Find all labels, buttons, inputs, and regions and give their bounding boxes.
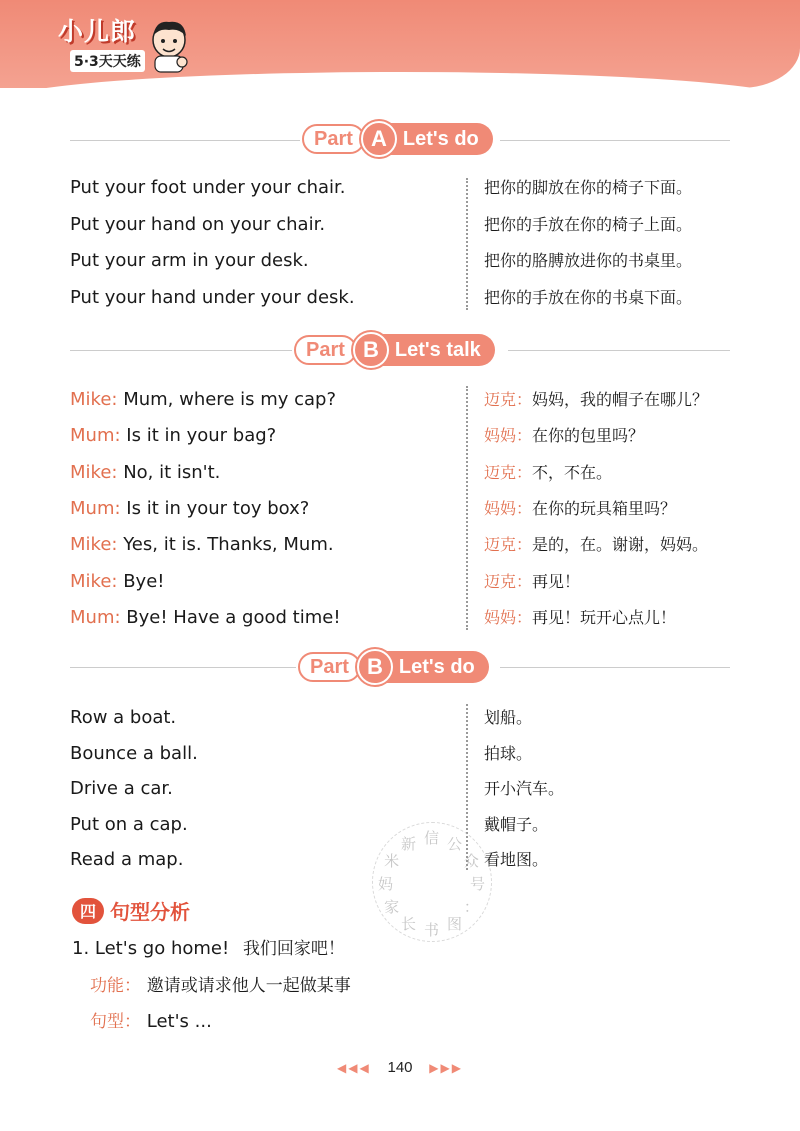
- chinese-line: [484, 494, 676, 524]
- english-line: [70, 246, 309, 276]
- english-line: [70, 385, 336, 415]
- section-title: Let's do: [387, 651, 489, 683]
- english-text: Bounce a ball.: [70, 742, 198, 764]
- text-row: [70, 246, 730, 276]
- english-line: [70, 530, 334, 560]
- chinese-line: [484, 530, 708, 560]
- part-label: Part: [294, 335, 357, 365]
- english-text: Put your foot under your chair.: [70, 177, 346, 198]
- english-text: Row a boat.: [70, 707, 177, 728]
- text-row: [70, 603, 730, 633]
- pattern-line: [90, 1007, 212, 1032]
- english-text: Put your hand under your desk.: [70, 286, 355, 308]
- function-label: 功能：: [90, 976, 141, 996]
- english-line: [70, 173, 346, 203]
- speaker-name-zh: 迈克：: [484, 390, 533, 409]
- english-text: Is it in your toy box?: [126, 497, 310, 519]
- text-row: [70, 494, 730, 524]
- english-line: [70, 421, 276, 451]
- english-text: Put your arm in your desk.: [70, 250, 309, 271]
- page-footer: [0, 1058, 800, 1076]
- chinese-line: [484, 703, 532, 733]
- text-row: [70, 530, 730, 560]
- section-rule: [70, 667, 296, 668]
- speaker-name-zh: 妈妈：: [484, 607, 533, 627]
- chinese-text: 在你的玩具箱里吗？: [532, 498, 677, 518]
- section-title: 句型分析: [110, 900, 190, 924]
- watermark-char: 图: [447, 914, 463, 933]
- chinese-text: 把你的手放在你的椅子上面。: [484, 214, 693, 234]
- part-letter-badge: B: [353, 332, 389, 368]
- watermark-stamp: [372, 822, 492, 942]
- section-rule: [500, 667, 730, 668]
- chinese-text: 不，不在。: [532, 462, 613, 482]
- english-line: [70, 603, 341, 633]
- watermark-char: 公: [447, 835, 463, 854]
- section-rule: [70, 350, 292, 351]
- text-row: [70, 458, 730, 488]
- speaker-name-zh: 迈克：: [484, 535, 533, 555]
- watermark-char: ：: [463, 898, 479, 916]
- chinese-text: 把你的胳膊放进你的书桌里。: [484, 251, 693, 270]
- pattern-text: Let's ...: [146, 1011, 212, 1032]
- text-row: [70, 173, 730, 203]
- watermark-char: 书: [424, 921, 440, 939]
- chinese-line: [484, 774, 564, 804]
- text-row: [70, 703, 730, 733]
- english-line: [70, 567, 164, 597]
- speaker-name: Mum:: [70, 606, 121, 628]
- speaker-name: Mike:: [70, 570, 118, 592]
- speaker-name-zh: 妈妈：: [484, 426, 533, 446]
- english-line: [70, 210, 325, 240]
- watermark-char: 号: [470, 875, 486, 893]
- english-text: Yes, it is. Thanks, Mum.: [123, 534, 334, 556]
- chinese-line: [484, 845, 548, 875]
- section-title: Let's do: [391, 123, 493, 155]
- section-rule: [70, 140, 300, 141]
- watermark-char: 家: [384, 898, 400, 916]
- function-line: [90, 971, 351, 996]
- chinese-line: [484, 385, 708, 415]
- english-line: [70, 774, 173, 804]
- brand-subtitle: 5·3天天练: [70, 50, 145, 72]
- speaker-name: Mum:: [70, 425, 121, 447]
- page-header-banner: [0, 0, 800, 88]
- chinese-text: 把你的手放在你的书桌下面。: [484, 287, 693, 307]
- watermark-char: 众: [463, 852, 479, 870]
- watermark-char: 新: [401, 835, 417, 854]
- speaker-name: Mike:: [70, 534, 118, 556]
- example-sentence-zh: 我们回家吧！: [242, 939, 345, 959]
- english-text: No, it isn't.: [123, 461, 221, 483]
- part-letter-badge: A: [361, 121, 397, 157]
- watermark-char: 信: [424, 829, 440, 847]
- text-row: [70, 739, 730, 769]
- speaker-name: Mum:: [70, 497, 121, 519]
- part-letter-badge: B: [357, 649, 393, 685]
- part-label: Part: [302, 124, 365, 154]
- chinese-line: [484, 603, 676, 633]
- function-text: 邀请或请求他人一起做某事: [146, 976, 351, 996]
- english-text: Mum, where is my cap?: [123, 389, 337, 410]
- speaker-name: Mike:: [70, 389, 118, 410]
- english-line: [70, 283, 355, 313]
- english-text: Is it in your bag?: [126, 425, 277, 447]
- chinese-line: [484, 458, 612, 488]
- section-header-part-b-do: [298, 650, 489, 684]
- english-text: Bye! Have a good time!: [126, 606, 341, 628]
- watermark-char: 米: [384, 852, 400, 870]
- text-row: [70, 385, 730, 415]
- text-row: [70, 567, 730, 597]
- part-label: Part: [298, 652, 361, 682]
- chinese-line: [484, 567, 580, 597]
- section-header-part-a-do: [302, 122, 493, 156]
- section-rule: [500, 140, 730, 141]
- text-row: [70, 283, 730, 313]
- chinese-line: [484, 421, 644, 451]
- pattern-label: 句型：: [90, 1012, 141, 1032]
- section-four-header: [72, 896, 190, 925]
- text-row: [70, 421, 730, 451]
- english-line: [70, 458, 220, 488]
- english-text: Bye!: [123, 570, 165, 592]
- chinese-text: 在你的包里吗？: [532, 426, 645, 446]
- section-title: Let's talk: [383, 334, 495, 366]
- english-line: [70, 703, 176, 733]
- chinese-text: 划船。: [484, 708, 533, 727]
- english-text: Put on a cap.: [70, 813, 188, 835]
- speaker-name-zh: 迈克：: [484, 571, 533, 591]
- page-number: 140: [387, 1059, 413, 1076]
- chinese-text: 是的，在。谢谢，妈妈。: [532, 535, 709, 555]
- english-text: Drive a car.: [70, 778, 173, 799]
- english-line: [70, 739, 198, 769]
- right-arrows-icon: ▶▶▶: [429, 1061, 463, 1075]
- speaker-name: Mike:: [70, 461, 118, 483]
- chinese-line: [484, 739, 532, 769]
- watermark-char: 长: [401, 914, 417, 933]
- section-rule: [508, 350, 730, 351]
- chinese-line: [484, 283, 692, 313]
- chinese-text: 妈妈，我的帽子在哪儿？: [532, 390, 709, 409]
- english-line: [70, 810, 188, 840]
- chinese-line: [484, 246, 692, 276]
- chinese-text: 把你的脚放在你的椅子下面。: [484, 178, 693, 197]
- section-number-badge: 四: [72, 898, 104, 924]
- mascot-boy-icon: [146, 18, 192, 74]
- english-line: [70, 494, 309, 524]
- english-text: Put your hand on your chair.: [70, 213, 326, 235]
- left-arrows-icon: ◀◀◀: [337, 1061, 371, 1075]
- speaker-name-zh: 妈妈：: [484, 498, 533, 518]
- chinese-line: [484, 173, 692, 203]
- chinese-text: 戴帽子。: [484, 814, 549, 834]
- example-sentence-en: 1. Let's go home!: [72, 938, 230, 959]
- chinese-line: [484, 210, 692, 240]
- chinese-text: 拍球。: [484, 743, 533, 763]
- brand-logo-text: 小儿郎: [58, 17, 137, 46]
- section-header-part-b-talk: [294, 333, 495, 367]
- english-line: [70, 845, 183, 875]
- text-row: [70, 210, 730, 240]
- chinese-text: 再见！: [532, 571, 581, 591]
- chinese-text: 开小汽车。: [484, 779, 565, 798]
- english-text: Read a map.: [70, 849, 184, 870]
- example-sentence: [72, 934, 345, 959]
- chinese-line: [484, 810, 548, 840]
- speaker-name-zh: 迈克：: [484, 462, 533, 482]
- watermark-char: 妈: [378, 875, 394, 893]
- chinese-text: 看地图。: [484, 850, 549, 869]
- chinese-text: 再见！玩开心点儿！: [532, 607, 677, 627]
- text-row: [70, 774, 730, 804]
